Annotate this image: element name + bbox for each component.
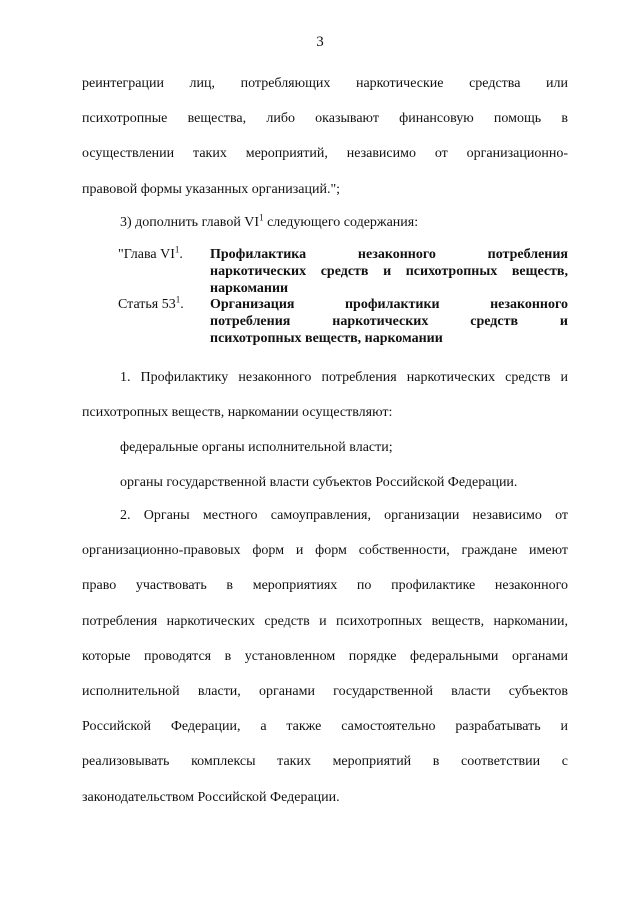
text-line: исполнительной власти, органами государственной власти субъектов (82, 683, 568, 699)
title-line: Организация профилактики незаконного (210, 297, 568, 312)
list-item: федеральные органы исполнительной власти; (120, 440, 393, 455)
article-label-text: Статья 53 (118, 297, 176, 312)
article-heading (118, 296, 568, 347)
title-line: наркотических средств и психотропных веществ, (210, 264, 568, 279)
article-title (210, 296, 568, 347)
article-label (118, 296, 210, 347)
text-line: психотропные вещества, либо оказывают финансовую помощь в (82, 111, 568, 127)
text-line: 1. Профилактику незаконного потребления наркотических средств и (120, 370, 568, 385)
chapter-label-end: . (179, 247, 183, 262)
text-line: реинтеграции лиц, потребляющих наркотические средства или (82, 76, 568, 91)
title-line: Профилактика незаконного потребления (210, 247, 568, 262)
text-line (82, 205, 568, 240)
title-line: наркомании (210, 281, 289, 296)
text-line: законодательством Российской Федерации. (82, 789, 340, 805)
text-line: потребления наркотических средств и психотропных веществ, наркомании, (82, 613, 568, 629)
text-line: право участвовать в мероприятиях по профилактике незаконного (82, 578, 568, 594)
continuation-paragraph (82, 66, 568, 207)
text-line: осуществлении таких мероприятий, независимо от организационно- (82, 146, 568, 162)
item-3-text: 3) дополнить главой VI (120, 215, 260, 230)
text-line: реализовывать комплексы таких мероприятий в соответствии с (82, 754, 568, 770)
text-line: организационно-правовых форм и форм собственности, граждане имеют (82, 543, 568, 559)
text-line: психотропных веществ, наркомании осуществляют: (82, 405, 393, 421)
chapter-label (118, 246, 210, 297)
superscript: 1 (259, 212, 264, 223)
chapter-label-text: "Глава VI (118, 247, 175, 262)
title-line: потребления наркотических средств и (210, 314, 568, 329)
paragraph-2 (82, 498, 568, 815)
item-3-paragraph (82, 205, 568, 240)
authority-list (82, 430, 568, 500)
article-label-end: . (180, 297, 184, 312)
list-item: органы государственной власти субъектов Российской Федерации. (120, 475, 518, 491)
page-number: 3 (316, 34, 324, 50)
text-line: 2. Органы местного самоуправления, организации независимо от (120, 508, 568, 523)
text-line: которые проводятся в установленном порядке федеральными органами (82, 648, 568, 664)
superscript: 1 (175, 294, 181, 305)
title-line: психотропных веществ, наркомании (210, 331, 443, 346)
superscript: 1 (174, 244, 180, 255)
paragraph-1 (82, 360, 568, 430)
text-line: правовой формы указанных организаций."; (82, 181, 341, 197)
text-line: Российской Федерации, а также самостоятельно разрабатывать и (82, 719, 568, 735)
chapter-title (210, 246, 568, 297)
item-3-text-end: следующего содержания: (263, 215, 419, 230)
chapter-heading (118, 246, 568, 297)
